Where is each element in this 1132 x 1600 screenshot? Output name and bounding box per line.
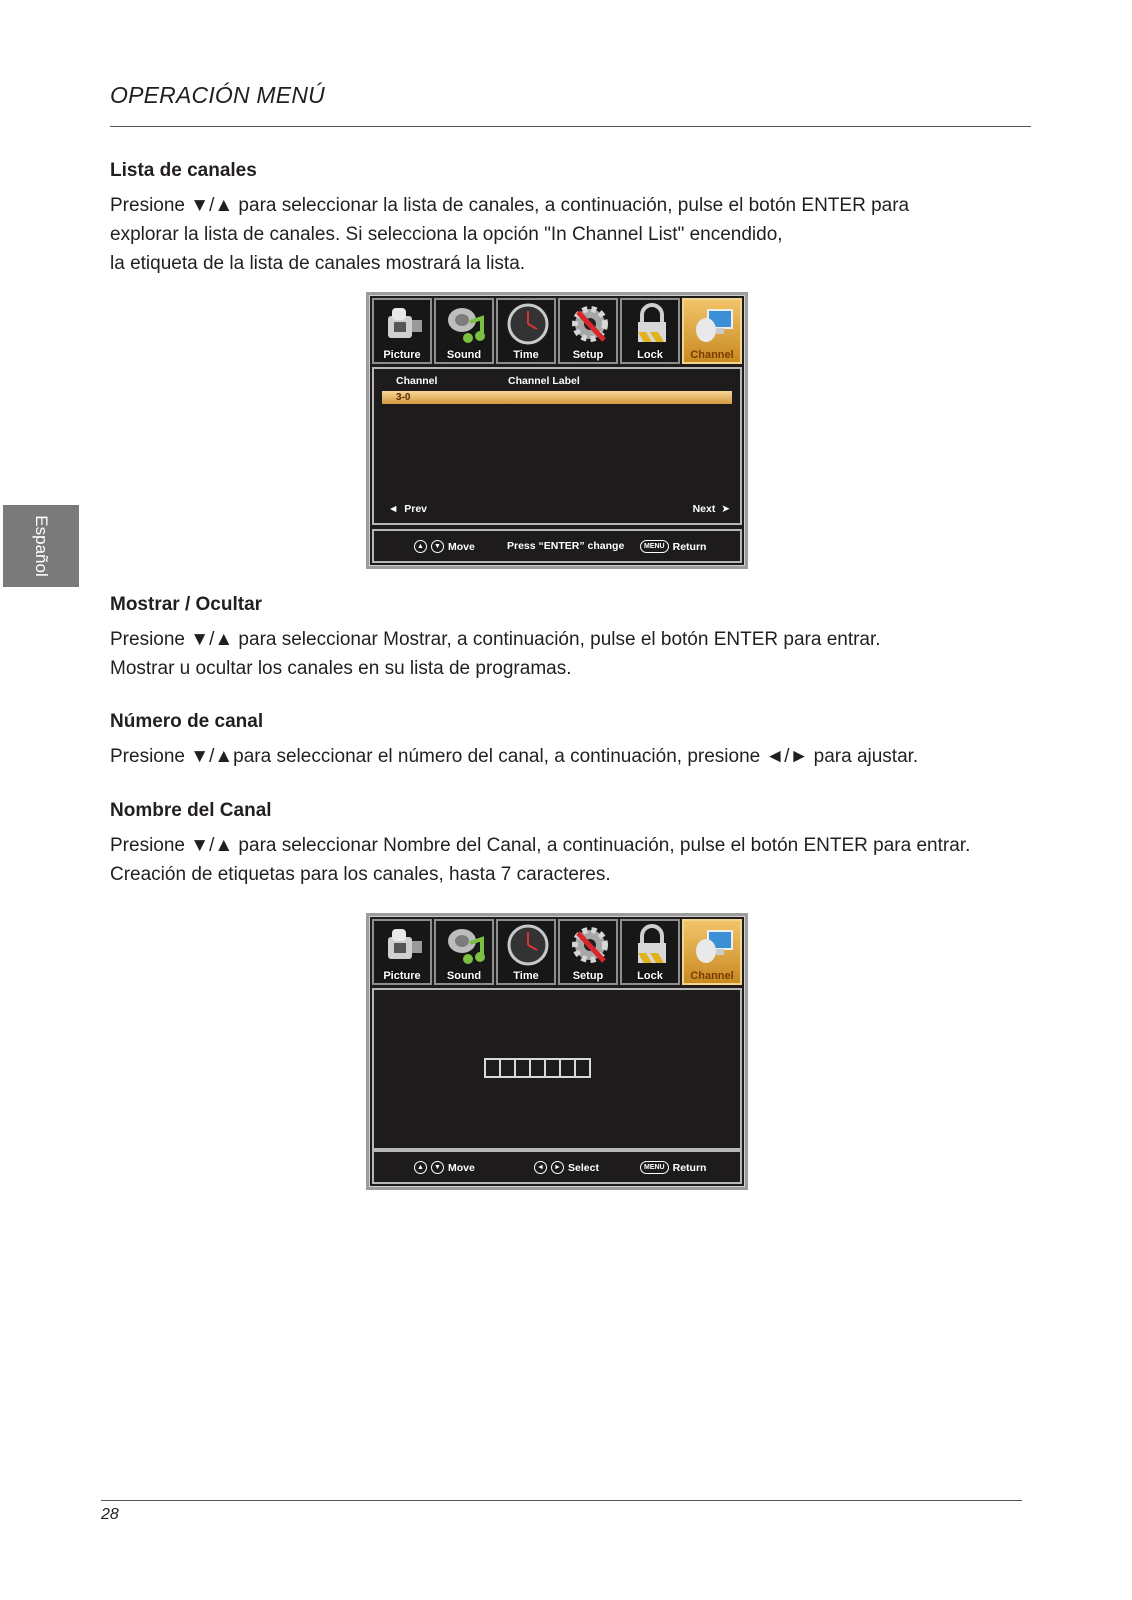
osd-tab-picture[interactable]	[372, 919, 432, 985]
osd-tab-setup[interactable]	[558, 298, 618, 364]
osd-tab-label: Picture	[383, 349, 421, 361]
prev-page-button[interactable]	[388, 503, 427, 515]
osd-tab-label: Time	[513, 349, 539, 361]
next-page-button[interactable]	[693, 503, 730, 515]
right-button-icon: ►	[551, 1161, 564, 1174]
help-select-label: Select	[568, 1161, 599, 1174]
osd-tab-sound[interactable]	[434, 919, 494, 985]
section-heading: Mostrar / Ocultar	[110, 594, 263, 615]
up-button-icon: ▲	[414, 1161, 427, 1174]
left-arrow-icon: ◄	[388, 503, 399, 515]
body-line: Mostrar u ocultar los canales en su lista de programas.	[110, 658, 572, 679]
section-channel-list	[110, 160, 1040, 278]
down-button-icon: ▼	[431, 540, 444, 553]
character-box[interactable]	[574, 1058, 591, 1078]
next-label: Next	[692, 503, 716, 515]
osd-channel-list-screen	[366, 292, 748, 569]
help-return-label: Return	[672, 540, 707, 553]
camera-icon	[382, 302, 426, 346]
osd-channel-name-screen	[366, 913, 748, 1190]
language-side-tab-label: Español	[32, 515, 51, 577]
channel-list-panel	[372, 367, 742, 525]
osd-tab-label: Setup	[572, 349, 604, 361]
osd-tab-time[interactable]	[496, 919, 556, 985]
clock-icon	[506, 302, 550, 346]
osd-tab-label: Channel	[690, 349, 734, 361]
section-heading: Lista de canales	[110, 160, 257, 181]
help-enter-label: Press “ENTER” change	[507, 540, 625, 552]
page-header-title: OPERACIÓN MENÚ	[110, 82, 325, 108]
prev-label: Prev	[404, 503, 428, 515]
osd-tab-label: Time	[513, 970, 539, 982]
channel-name-panel	[372, 988, 742, 1150]
gear-icon	[568, 302, 612, 346]
help-return	[640, 540, 706, 553]
section-channel-name	[110, 800, 1040, 889]
osd-tab-picture[interactable]	[372, 298, 432, 364]
osd-tab-lock[interactable]	[620, 298, 680, 364]
osd-tab-label: Picture	[383, 970, 421, 982]
right-arrow-icon: ➤	[721, 503, 730, 515]
menu-button-icon: MENU	[640, 1161, 669, 1174]
osd-help-bar	[372, 1150, 742, 1184]
column-header-channel: Channel	[396, 375, 438, 387]
osd-menu-tabs	[372, 298, 742, 364]
section-channel-number	[110, 711, 1040, 771]
body-line: Presione ▼/▲ para seleccionar la lista de canales, a continuación, pulse el botón ENTER para	[110, 195, 910, 216]
osd-tab-label: Setup	[572, 970, 604, 982]
body-line: Presione ▼/▲para seleccionar el número del canal, a continuación, presione ◄/► para ajustar.	[110, 746, 919, 767]
clock-icon	[506, 923, 550, 967]
osd-tab-label: Sound	[446, 970, 482, 982]
help-move	[414, 540, 475, 553]
help-move	[414, 1161, 475, 1174]
help-move-label: Move	[448, 540, 475, 553]
osd-help-bar	[372, 529, 742, 563]
osd-tab-channel[interactable]	[682, 919, 742, 985]
page-number: 28	[101, 1506, 119, 1523]
left-button-icon: ◄	[534, 1161, 547, 1174]
padlock-icon	[630, 302, 674, 346]
footer-divider	[101, 1500, 1022, 1501]
help-return	[640, 1161, 706, 1174]
osd-tab-sound[interactable]	[434, 298, 494, 364]
section-heading: Número de canal	[110, 711, 264, 732]
down-button-icon: ▼	[431, 1161, 444, 1174]
body-line: Creación de etiquetas para los canales, hasta 7 caracteres.	[110, 864, 611, 885]
header-divider	[110, 126, 1031, 127]
music-note-icon	[444, 302, 488, 346]
body-line: explorar la lista de canales. Si selecciona la opción "In Channel List" encendido,	[110, 224, 783, 245]
osd-menu-tabs	[372, 919, 742, 985]
body-line: la etiqueta de la lista de canales mostrará la lista.	[110, 253, 526, 274]
help-move-label: Move	[448, 1161, 475, 1174]
channel-list-row-selected[interactable]	[382, 391, 732, 404]
gear-icon	[568, 923, 612, 967]
satellite-dish-icon	[692, 302, 736, 346]
satellite-dish-icon	[692, 923, 736, 967]
osd-tab-label: Lock	[637, 349, 663, 361]
osd-tab-time[interactable]	[496, 298, 556, 364]
help-return-label: Return	[672, 1161, 707, 1174]
music-note-icon	[444, 923, 488, 967]
column-header-channel-label: Channel Label	[508, 375, 580, 387]
channel-name-input[interactable]	[486, 1058, 591, 1078]
body-line: Presione ▼/▲ para seleccionar Nombre del Canal, a continuación, pulse el botón ENTER para entrar.	[110, 835, 971, 856]
help-select	[534, 1161, 599, 1174]
osd-tab-label: Lock	[637, 970, 663, 982]
padlock-icon	[630, 923, 674, 967]
osd-tab-setup[interactable]	[558, 919, 618, 985]
osd-tab-lock[interactable]	[620, 919, 680, 985]
osd-tab-channel[interactable]	[682, 298, 742, 364]
osd-tab-label: Channel	[690, 970, 734, 982]
help-enter	[507, 540, 624, 552]
up-button-icon: ▲	[414, 540, 427, 553]
section-heading: Nombre del Canal	[110, 800, 272, 821]
body-line: Presione ▼/▲ para seleccionar Mostrar, a continuación, pulse el botón ENTER para entrar.	[110, 629, 881, 650]
section-show-hide	[110, 594, 1040, 683]
language-side-tab	[3, 505, 79, 587]
channel-number: 3-0	[396, 392, 411, 403]
camera-icon	[382, 923, 426, 967]
osd-tab-label: Sound	[446, 349, 482, 361]
menu-button-icon: MENU	[640, 540, 669, 553]
